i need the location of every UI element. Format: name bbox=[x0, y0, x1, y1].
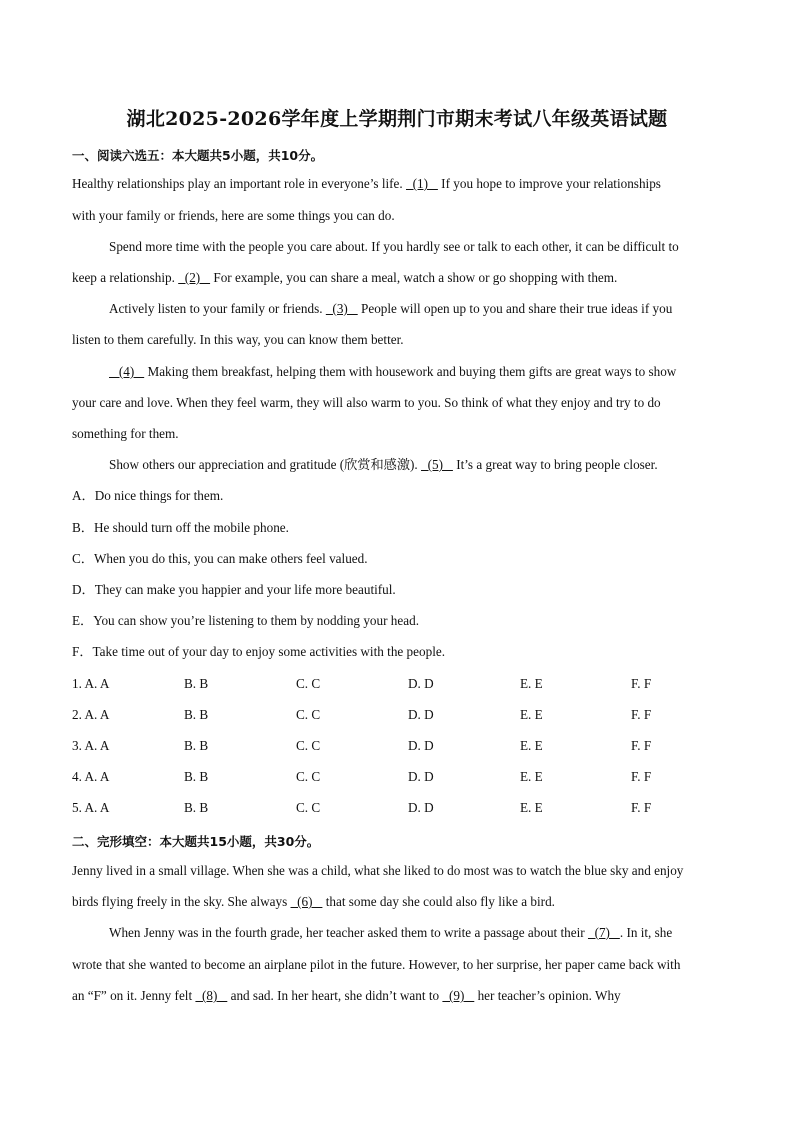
blank-9: (9) bbox=[442, 988, 475, 1003]
option-f: F．Take time out of your day to enjoy some activities with the people. bbox=[72, 644, 446, 659]
option-d: D．They can make you happier and your life more beautiful. bbox=[72, 582, 396, 597]
answer-choice[interactable]: 5. A. A bbox=[72, 800, 110, 815]
passage-line: Spend more time with the people you care about. If you hardly see or talk to each other, it can be difficult to bbox=[109, 239, 679, 254]
passage-line: Show others our appreciation and gratitude (欣赏和感激). (5) It’s a great way to bring people closer. bbox=[109, 457, 658, 472]
answer-choice[interactable]: E. E bbox=[520, 800, 543, 815]
passage-line: an “F” on it. Jenny felt (8) and sad. In her heart, she didn’t want to (9) her teacher’s opinion. Why bbox=[72, 988, 621, 1003]
passage-line: Healthy relationships play an important role in everyone’s life. (1) If you hope to improve your relationships bbox=[72, 176, 661, 191]
answer-choice[interactable]: B. B bbox=[184, 769, 209, 784]
blank-4: (4) bbox=[109, 364, 145, 379]
option-e: E．You can show you’re listening to them by nodding your head. bbox=[72, 613, 419, 628]
answer-choice[interactable]: D. D bbox=[408, 676, 434, 691]
answer-choice[interactable]: C. C bbox=[296, 800, 321, 815]
passage-line: (4) Making them breakfast, helping them with housework and buying them gifts are great ways to show bbox=[109, 364, 677, 379]
passage-line: birds flying freely in the sky. She always (6) that some day she could also fly like a bird. bbox=[72, 894, 555, 909]
answer-choice[interactable]: F. F bbox=[631, 707, 652, 722]
section-heading-cloze: 二、完形填空：本大题共15小题，共30分。 bbox=[72, 834, 320, 849]
answer-choice[interactable]: C. C bbox=[296, 676, 321, 691]
blank-5: (5) bbox=[421, 457, 453, 472]
passage-line: keep a relationship. (2) For example, you can share a meal, watch a show or go shopping with them. bbox=[72, 270, 618, 285]
answer-choice[interactable]: E. E bbox=[520, 707, 543, 722]
answer-choice[interactable]: F. F bbox=[631, 800, 652, 815]
blank-7: (7) bbox=[587, 925, 620, 940]
answer-choice[interactable]: E. E bbox=[520, 738, 543, 753]
passage-line: Actively listen to your family or friends. (3) People will open up to you and share their true ideas if you bbox=[109, 301, 673, 316]
answer-choice[interactable]: 1. A. A bbox=[72, 676, 110, 691]
answer-choice[interactable]: B. B bbox=[184, 738, 209, 753]
passage-line: your care and love. When they feel warm, they will also warm to you. So think of what they enjoy and try to do bbox=[72, 395, 661, 410]
option-c: C．When you do this, you can make others feel valued. bbox=[72, 551, 368, 566]
answer-choice[interactable]: D. D bbox=[408, 738, 434, 753]
answer-choice[interactable]: E. E bbox=[520, 769, 543, 784]
passage-line: with your family or friends, here are some things you can do. bbox=[72, 208, 395, 223]
blank-6: (6) bbox=[290, 894, 323, 909]
blank-3: (3) bbox=[325, 301, 358, 316]
option-b: B．He should turn off the mobile phone. bbox=[72, 520, 289, 535]
passage-line: something for them. bbox=[72, 426, 179, 441]
answer-choice[interactable]: C. C bbox=[296, 769, 321, 784]
option-a: A．Do nice things for them. bbox=[72, 488, 224, 503]
answer-choice[interactable]: F. F bbox=[631, 738, 652, 753]
answer-choice[interactable]: D. D bbox=[408, 769, 434, 784]
answer-choice[interactable]: 4. A. A bbox=[72, 769, 110, 784]
answer-choice[interactable]: B. B bbox=[184, 800, 209, 815]
answer-choice[interactable]: 3. A. A bbox=[72, 738, 110, 753]
passage-line: When Jenny was in the fourth grade, her teacher asked them to write a passage about their (7) . In it, she bbox=[109, 925, 673, 940]
answer-choice[interactable]: B. B bbox=[184, 707, 209, 722]
blank-8: (8) bbox=[195, 988, 228, 1003]
answer-choice[interactable]: C. C bbox=[296, 738, 321, 753]
exam-title: 湖北2025-2026学年度上学期荆门市期末考试八年级英语试题 bbox=[126, 108, 668, 130]
answer-choice[interactable]: B. B bbox=[184, 676, 209, 691]
answer-choice[interactable]: F. F bbox=[631, 769, 652, 784]
passage-line: listen to them carefully. In this way, you can know them better. bbox=[72, 332, 404, 347]
answer-choice[interactable]: E. E bbox=[520, 676, 543, 691]
blank-2: (2) bbox=[178, 270, 211, 285]
answer-choice[interactable]: 2. A. A bbox=[72, 707, 110, 722]
passage-line: wrote that she wanted to become an airplane pilot in the future. However, to her surprise, her paper came back with bbox=[72, 957, 681, 972]
passage-line: Jenny lived in a small village. When she was a child, what she liked to do most was to watch the blue sky and enjoy bbox=[72, 863, 684, 878]
answer-choice[interactable]: D. D bbox=[408, 800, 434, 815]
section-heading-reading: 一、阅读六选五：本大题共5小题，共10分。 bbox=[72, 148, 324, 163]
answer-choice[interactable]: F. F bbox=[631, 676, 652, 691]
answer-choice[interactable]: C. C bbox=[296, 707, 321, 722]
answer-choice[interactable]: D. D bbox=[408, 707, 434, 722]
blank-1: (1) bbox=[406, 176, 438, 191]
